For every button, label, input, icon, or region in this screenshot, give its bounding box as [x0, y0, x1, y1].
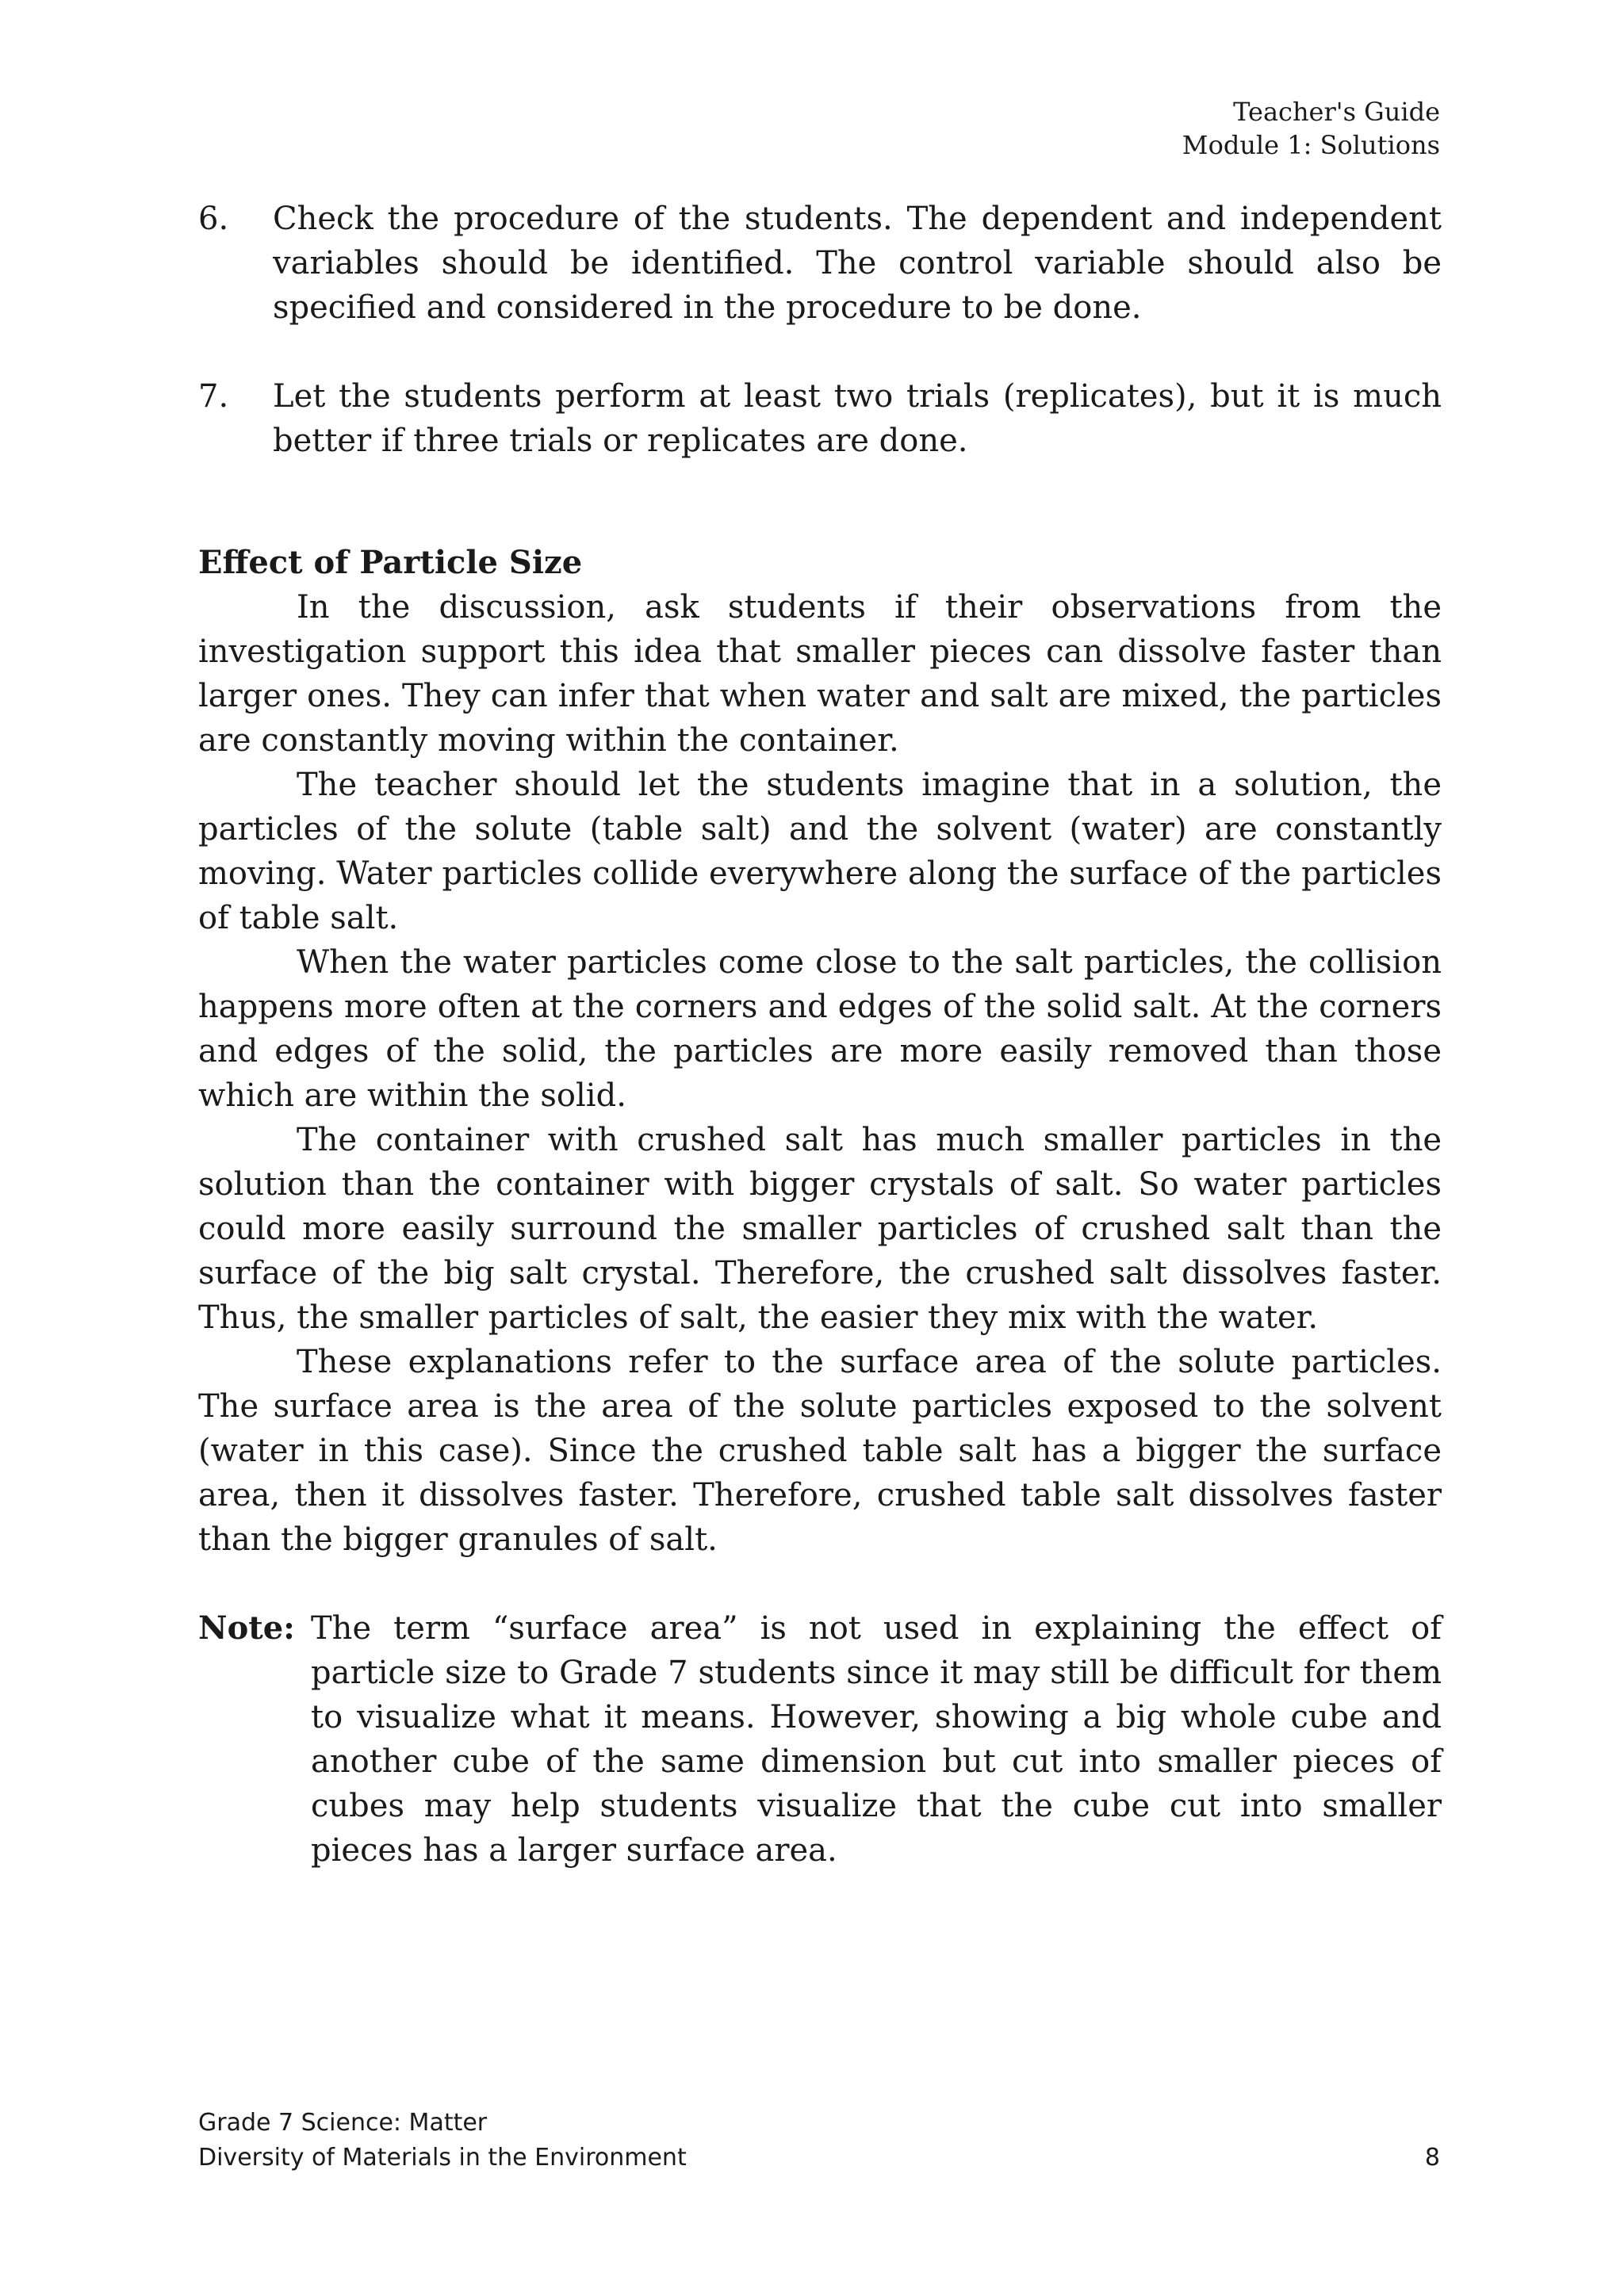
header-guide-title: Teacher's Guide	[1233, 97, 1440, 127]
item-number: 6.	[198, 201, 229, 237]
item-text: Check the procedure of the students. The dependent and independent variables should be identified. The control variable should also be specified and considered in the procedure to be done.	[273, 201, 1442, 326]
footer-unit: Diversity of Materials in the Environment	[198, 2144, 687, 2172]
page-header	[1182, 95, 1440, 162]
numbered-item-6	[198, 197, 1442, 330]
header-module-title: Module 1: Solutions	[1182, 130, 1440, 160]
item-number: 7.	[198, 378, 229, 415]
note-label: Note:	[198, 1609, 295, 1647]
body-paragraph: When the water particles come close to the salt particles, the collision happens more often at the corners and edges of the solid salt. At the corners and edges of the solid, the particles are more easily removed than those which are within the solid.	[198, 944, 1442, 1114]
page-number: 8	[1424, 2144, 1440, 2172]
body-paragraph: The teacher should let the students imagine that in a solution, the particles of the solute (table salt) and the solvent (water) are constantly moving. Water particles collide everywhere along the surface of the particles of table salt.	[198, 767, 1442, 936]
item-text: Let the students perform at least two trials (replicates), but it is much better if three trials or replicates are done.	[273, 378, 1442, 459]
footer-subject: Grade 7 Science: Matter	[198, 2109, 488, 2137]
note-text: The term “surface area” is not used in explaining the effect of particle size to Grade 7 students since it may still be difficult for them to visualize what it means. However, showing a big whole cube and another cube of the same dimension but cut into smaller pieces of cubes may help students visualize that the cube cut into smaller pieces has a larger surface area.	[311, 1610, 1442, 1869]
body-paragraph: These explanations refer to the surface area of the solute particles. The surface area is the area of the solute particles exposed to the solvent (water in this case). Since the crushed table salt has a bigger the surface area, then it dissolves faster. Therefore, crushed table salt dissolves faster than the bigger granules of salt.	[198, 1344, 1442, 1558]
body-paragraph: The container with crushed salt has much smaller particles in the solution than the container with bigger crystals of salt. So water particles could more easily surround the smaller particles of crushed salt than the surface of the big salt crystal. Therefore, the crushed salt dissolves faster. Thus, the smaller particles of salt, the easier they mix with the water.	[198, 1122, 1442, 1336]
numbered-item-7	[198, 374, 1442, 463]
section-heading: Effect of Particle Size	[198, 544, 583, 581]
page-body	[198, 197, 1442, 1873]
body-paragraph: In the discussion, ask students if their observations from the investigation support this idea that smaller pieces can dissolve faster than larger ones. They can infer that when water and salt are mixed, the particles are constantly moving within the container.	[198, 589, 1442, 759]
note-block	[198, 1606, 1442, 1873]
page-footer	[198, 2106, 687, 2175]
